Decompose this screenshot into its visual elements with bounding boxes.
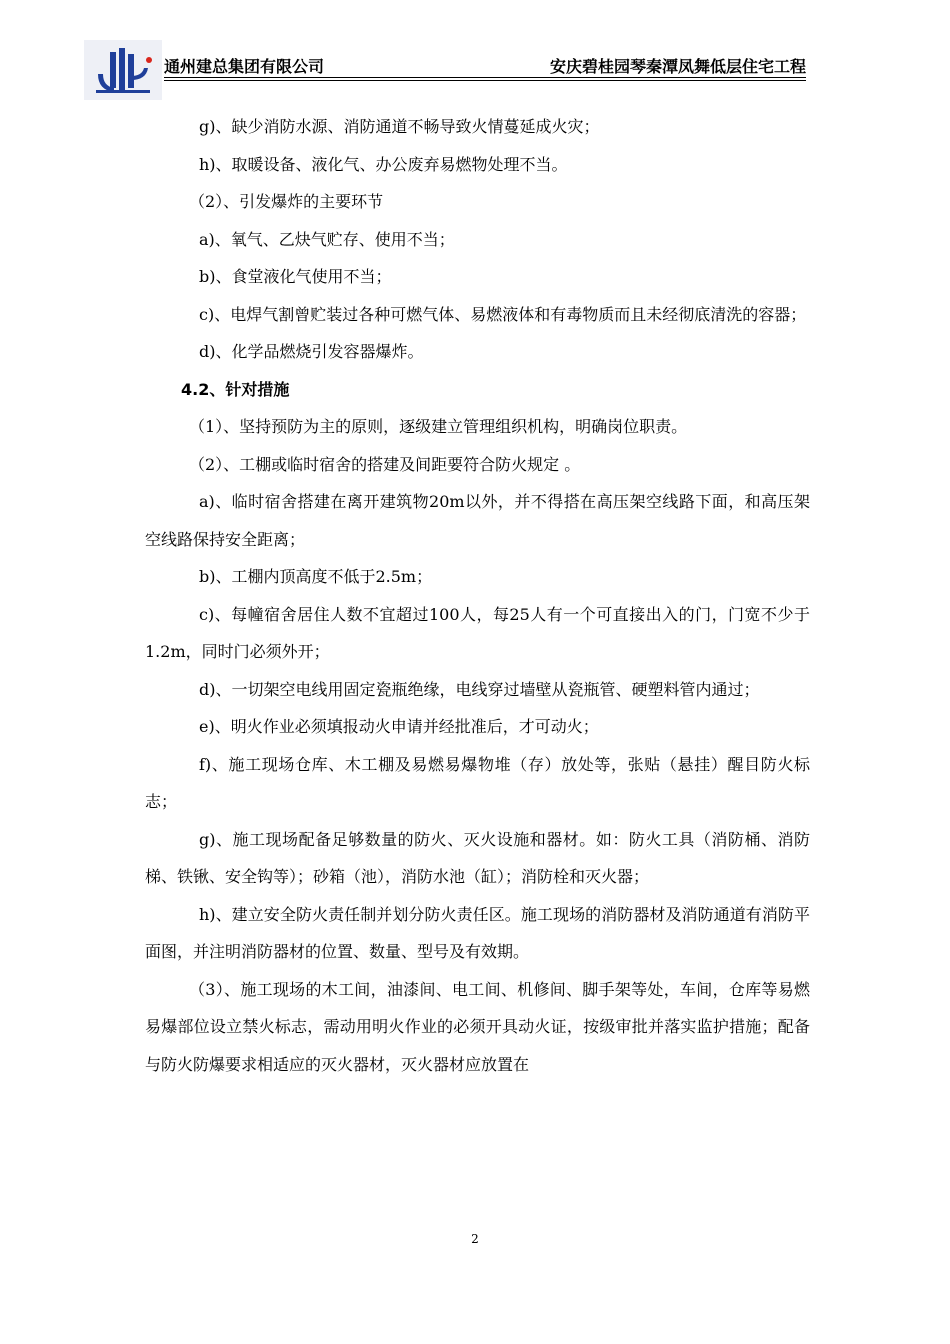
paragraph: h)、建立安全防火责任制并划分防火责任区。施工现场的消防器材及消防通道有消防平面图，并注明消防器材的位置、数量、型号及有效期。 [145,904,810,961]
paragraph: g)、施工现场配备足够数量的防火、灭火设施和器材。如：防火工具（消防桶、消防梯、铁锹、安全钩等）；砂箱（池），消防水池（缸）；消防栓和灭火器； [145,829,810,886]
paragraph: f)、施工现场仓库、木工棚及易燃易爆物堆（存）放处等，张贴（悬挂）醒目防火标志； [145,754,810,811]
header-rule-thin [164,80,806,81]
section-heading: 4.2、针对措施 [181,379,290,399]
paragraph: h)、取暖设备、液化气、办公废弃易燃物处理不当。 [199,154,568,174]
page-number: 2 [471,1232,479,1246]
paragraph: （2）、引发爆炸的主要环节 [189,192,384,211]
paragraph: c)、每幢宿舍居住人数不宜超过100人，每25人有一个可直接出入的门，门宽不少于1.2m，同时门必须外开； [145,604,810,661]
paragraph: g)、缺少消防水源、消防通道不畅导致火情蔓延成火灾； [199,117,600,136]
paragraph: （2）、工棚或临时宿舍的搭建及间距要符合防火规定 。 [189,454,581,474]
paragraph: d)、化学品燃烧引发容器爆炸。 [199,342,424,361]
paragraph: a)、氧气、乙炔气贮存、使用不当； [199,229,455,249]
page-header [84,40,806,100]
paragraph: b)、食堂液化气使用不当； [199,267,392,286]
paragraph: （3）、施工现场的木工间，油漆间、电工间、机修间、脚手架等处，车间，仓库等易燃易爆部位设立禁火标志，需动用明火作业的必须开具动火证，按级审批并落实监护措施；配备与防火防爆要求相适应的灭火器材，灭火器材应放置在 [145,979,810,1074]
paragraph: （1）、坚持预防为主的原则，逐级建立管理组织机构，明确岗位职责。 [189,417,688,436]
paragraph: d)、一切架空电线用固定瓷瓶绝缘，电线穿过墙壁从瓷瓶管、硬塑料管内通过； [199,679,760,699]
project-name: 安庆碧桂园琴秦潭凤舞低层住宅工程 [549,57,806,76]
paragraph: c)、电焊气割曾贮装过各种可燃气体、易燃液体和有毒物质而且未经彻底清洗的容器； [199,304,807,324]
paragraph: a)、临时宿舍搭建在离开建筑物20m以外，并不得搭在高压架空线路下面，和高压架空线路保持安全距离； [145,492,810,549]
document-body [145,108,810,1083]
company-logo-icon [84,40,162,100]
header-rule [164,77,806,78]
company-name: 通州建总集团有限公司 [164,57,325,76]
paragraph: b)、工棚内顶高度不低于2.5m； [199,567,433,586]
paragraph: e)、明火作业必须填报动火申请并经批准后，才可动火； [199,717,599,736]
